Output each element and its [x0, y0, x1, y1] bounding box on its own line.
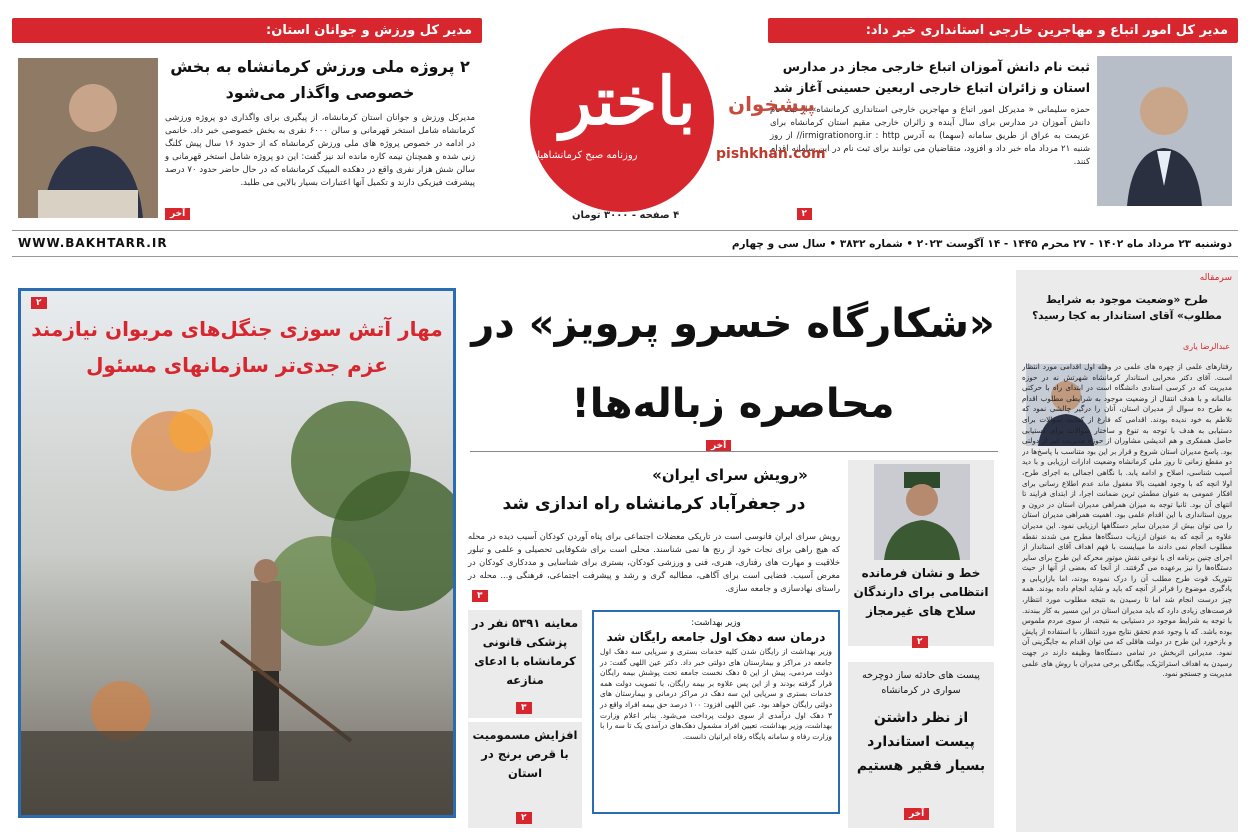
price-line: ۴ صفحه - ۳۰۰۰ تومان: [572, 210, 680, 221]
watermark-fa: پیشخوان: [728, 92, 815, 116]
main-headline[interactable]: «شکارگاه خسرو پرویز» در محاصره زباله‌ها!: [471, 301, 995, 427]
iran-body: رویش سرای ایران فانوسی است در تاریکی معضلات اجتماعی برای پناه آوردن کودکان آسیب دیده در محله که هیچ راهی برای نجات خود از رنج ها نمی شناسند. محلی است برای شکوفایی تحصیلی و علمی و تبلور خلاقیت و مهارت های رفتاری، هنری، فنی و ورزشی کودکان، بستری برای شناسایی و مددکاری کودکان در معرض آسیب. فضایی است برای آگاهی، مطالبه گری و رشد و پیشرفت اجتماعی، فرهنگی و... محله در راستای نهادسازی و جامعه سازی.: [468, 531, 840, 593]
watermark-en: pishkhan.com: [716, 146, 826, 162]
health-kicker: وزیر بهداشت:: [691, 618, 741, 628]
police-headline[interactable]: خط و نشان فرمانده انتظامی برای دارندگان سلاح های غیرمجاز: [853, 566, 989, 618]
portrait-photo-left: [18, 58, 158, 218]
header-rule-2: [12, 256, 1238, 257]
toxic-box: [468, 722, 582, 828]
editorial-column: [1016, 270, 1238, 832]
exam-box: [468, 610, 582, 718]
accident-kicker: پیست های حادثه ساز دوچرخه سواری در کرمانشاه: [862, 670, 980, 696]
top-right-body: حمزه سلیمانی « مدیرکل امور اتباع و مهاجرین خارجی استانداری کرمانشاه» از ثبت نام دانش آموزان در مدارس برای سال آینده و زائران خارجی مقیم استان کرمانشاه برای عزیمت به عراق از طریق سامانه (سهما) به آدرس irmigrationorg.ir : http// از روز شنبه ۲۱ مرداد ماه خبر داد و افزود، متقاضیان می توانند برای ثبت نام در این سامانه اقدام کنند.: [770, 105, 1090, 167]
accident-box: [848, 662, 994, 828]
logo-tagline: روزنامه صبح کرمانشاهیان: [530, 150, 638, 161]
logo-text: باختر: [560, 62, 696, 140]
dateline: دوشنبه ۲۳ مرداد ماه ۱۴۰۲ - ۲۷ محرم ۱۴۴۵ - ۱۴ آگوست ۲۰۲۳ • شماره ۳۸۳۲ • سال سی و چهارم: [731, 238, 1232, 250]
top-left-headline[interactable]: ۲ پروژه ملی ورزش کرمانشاه به بخش خصوصی واگذار می‌شود: [170, 57, 470, 102]
fire-page-tag: ۲: [31, 297, 47, 309]
health-body: وزیر بهداشت از رایگان شدن کلیه خدمات بستری و سرپایی سه دهک اول جامعه در مراکز و بیمارستان های دولتی خبر داد. دکتر عین اللهی گفت: در دولت مردمی، پیش از این ۵ دهک نخست جامعه تحت پوشش بیمه رایگان قرار گرفته بودند و از این پس علاوه بر بیمه رایگان، با تصویب دولت همه خدمات بستری و سرپایی این سه دهک در مراکز درمانی و بیمارستان های دولتی رایگان خواهد بود. عین اللهی افزود: ۱۰۰ درصد حق بیمه افراد واقع در ۳ دهک اول درآمدی از سوی دولت پرداخت می‌شود. بنابر اعلام وزارت بهداشت، وزیر بهداشت، تعیین افراد مشمول دهک‌های درآمدی یک تا سه را با وزارت رفاه و سامانه پایگاه رفاه ایرانیان دانست.: [600, 647, 833, 741]
header-rule: [12, 230, 1238, 231]
editorial-title[interactable]: طرح «وضعیت موجود به شرایط مطلوب» آقای استاندار به کجا رسید؟: [1032, 294, 1222, 322]
police-photo: [874, 464, 970, 560]
accident-page-tag: آخر: [904, 808, 929, 820]
top-left-bar: مدیر کل ورزش و جوانان استان:: [12, 18, 482, 43]
accident-headline[interactable]: از نظر داشتن پیست استاندارد بسیار فقیر هستیم: [856, 710, 986, 774]
health-box: [592, 610, 840, 814]
top-left-body: مدیرکل ورزش و جوانان استان کرمانشاه، از پیگیری برای واگذاری دو پروژه ورزشی کرمانشاه شامل استخر قهرمانی و سالن ۶۰۰۰ نفری به بخش خصوصی خبر داد. خانمی در ادامه در خصوص پروژه های ملی ورزش کرمانشاه که از حدود ۱۶ سال پیش کلنگ زنی شده و همچنان نیمه کاره مانده اند نیز گفت: این دو پروژه شامل استخر قهرمانی و سالن شش هزار نفری واقع در دهکده المپیک کرمانشاه که در حال حاضر حدود ۷۰ درصد پیشرفت فیزیکی دارند و تکمیل آنها اعتبارات بسیار بالایی می طلبد.: [165, 113, 476, 188]
masthead-logo: [510, 22, 740, 227]
website[interactable]: WWW.BAKHTARR.IR: [18, 236, 168, 250]
toxic-headline[interactable]: افزایش مسمومیت با قرص برنج در استان: [472, 728, 578, 780]
commander-portrait: [874, 464, 970, 560]
editorial-author: عبدالرضا یاری: [1182, 342, 1230, 351]
official-photo-right: [1097, 56, 1232, 206]
exam-page-tag: ۳: [516, 702, 532, 714]
police-box: [848, 460, 994, 646]
main-rule: [470, 451, 998, 452]
main-page-tag: آخر: [706, 440, 731, 452]
top-left-page-tag: آخر: [165, 208, 190, 220]
editorial-label: سرمقاله: [1199, 273, 1232, 283]
iran-page-tag: ۳: [472, 590, 488, 602]
top-right-page-tag: ۲: [797, 208, 813, 220]
health-headline[interactable]: درمان سه دهک اول جامعه رایگان شد: [606, 630, 826, 644]
iran-kicker: «رویش سرای ایران»: [652, 466, 808, 484]
police-page-tag: ۲: [912, 636, 928, 648]
exam-headline[interactable]: معاینه ۵۳۹۱ نفر در پزشکی قانونی کرمانشاه با ادعای منازعه: [471, 616, 579, 687]
fire-headline[interactable]: مهار آتش سوزی جنگل‌های مریوان نیازمند عزم جدی‌تر سازمانهای مسئول: [31, 317, 443, 377]
iran-headline[interactable]: در جعفرآباد کرمانشاه راه اندازی شد: [502, 494, 806, 514]
official-photo-left: [18, 58, 158, 218]
editorial-body: رفتارهای علمی از چهره های علمی در وهله اول اقدامی مورد انتظار است. آقای دکتر محرابی استاندار کرمانشاه شهرتش نه در حوزه مدیریت که در کرسی استادی دانشگاه است در ابتدای راه با حرکتی عالمانه و با هدف انتقال از وضعیت موجود به شرایطی مطلوب اقدام به طرح ده سوال از مدیران استان، آنان را درگیر چالشی نمود که تلاطم به خود ندیده بودند. اقدامی که فارغ از کفایت سوالات برای دستیابی به هدف با توجه به تنوع و ساختار سوالات برای دستیابی حاصل همفکری و هم اندیشی مشاوران از حوزه مدیریت غیر از دولتی بود. پاسخ مدیران استان شروع و قرار بر این بود متناسب با پاسخ‌ها در دو مقطع زمانی تا روز ملی کرمانشاه وضعیت ادارات ارزیابی و با دید آسیب شناسی، اصلاح و ادامه یابد. با نگاهی اجمالی به اجرای طرح، اولا انچه که با وجود اهمیت بالا مغفول ماند عدم اطلاع رسانی برای افکار عمومی به عنوان مطمئن ترین ضمانت اجرا، از ابتدای فرایند تا انتهای آن بود. ثانیا توجه به میزان همراهی مدیران استان در درون و برون استانداری با این اقدام علمی بود. اهمیت همراهی مدیران استان را می توان بیش از مدیران سایر دستگاهها ارزیابی نمود. این مدیران علاوه بر آنچه که به عنوان ارزیاب دستگاه‌ها مطرح می شدند نقطه مطلوب انجام نمی دادند ما میبایست با فهم اهداف آقای استاندار از اجرای چنین برنامه ای با نوعی نقش موتور محرکه این طرح برای سایر دستگاه‌ها را نیز برعهده می گرفتند. از آنجا که بعضی از آنها از حیث تئوریک قوت طرح مطلب آن را درک نموده بودند، اما بازاریابی و یادگیری موضوع را فراتر از آنچه که باید و شاید انجام داده بودند. همه چیز درست انجام شد اما تا رسیدن به نتیجه مطلوب مورد انتظار، فرصت‌های زیادی دارد که باید مدیران استان در این مسیر به کار ببندند. با توجه به شرایط موجود در دستیابی به نتیجه، از سوی مردم ملموس بوده باشد. که با وجود عدم تحقق نتایج مورد انتظار، با استفاده از پایش و بازخورد این طرح در دولت هاقلی که می توان اقدام به جایگزینی آن نمود. مدیرانی اثربخش در تمامی دستگاه‌ها وظیفه دارند در جهت رسیدن به اهداف استراتژیک، بیگانگی برخی مدیران با روش های علمی مدیریت و جستجو نمود.: [1022, 362, 1232, 679]
toxic-page-tag: ۲: [516, 812, 532, 824]
fire-photo-frame: [18, 288, 456, 818]
top-right-headline[interactable]: ثبت نام دانش آموزان اتباع خارجی مجاز در مدارس استان و زائران اتباع خارجی اربعین حسینی آغاز شد: [773, 59, 1090, 95]
portrait-photo: [1097, 56, 1232, 206]
top-right-bar: مدیر کل امور اتباع و مهاجرین خارجی استانداری خبر داد:: [768, 18, 1238, 43]
